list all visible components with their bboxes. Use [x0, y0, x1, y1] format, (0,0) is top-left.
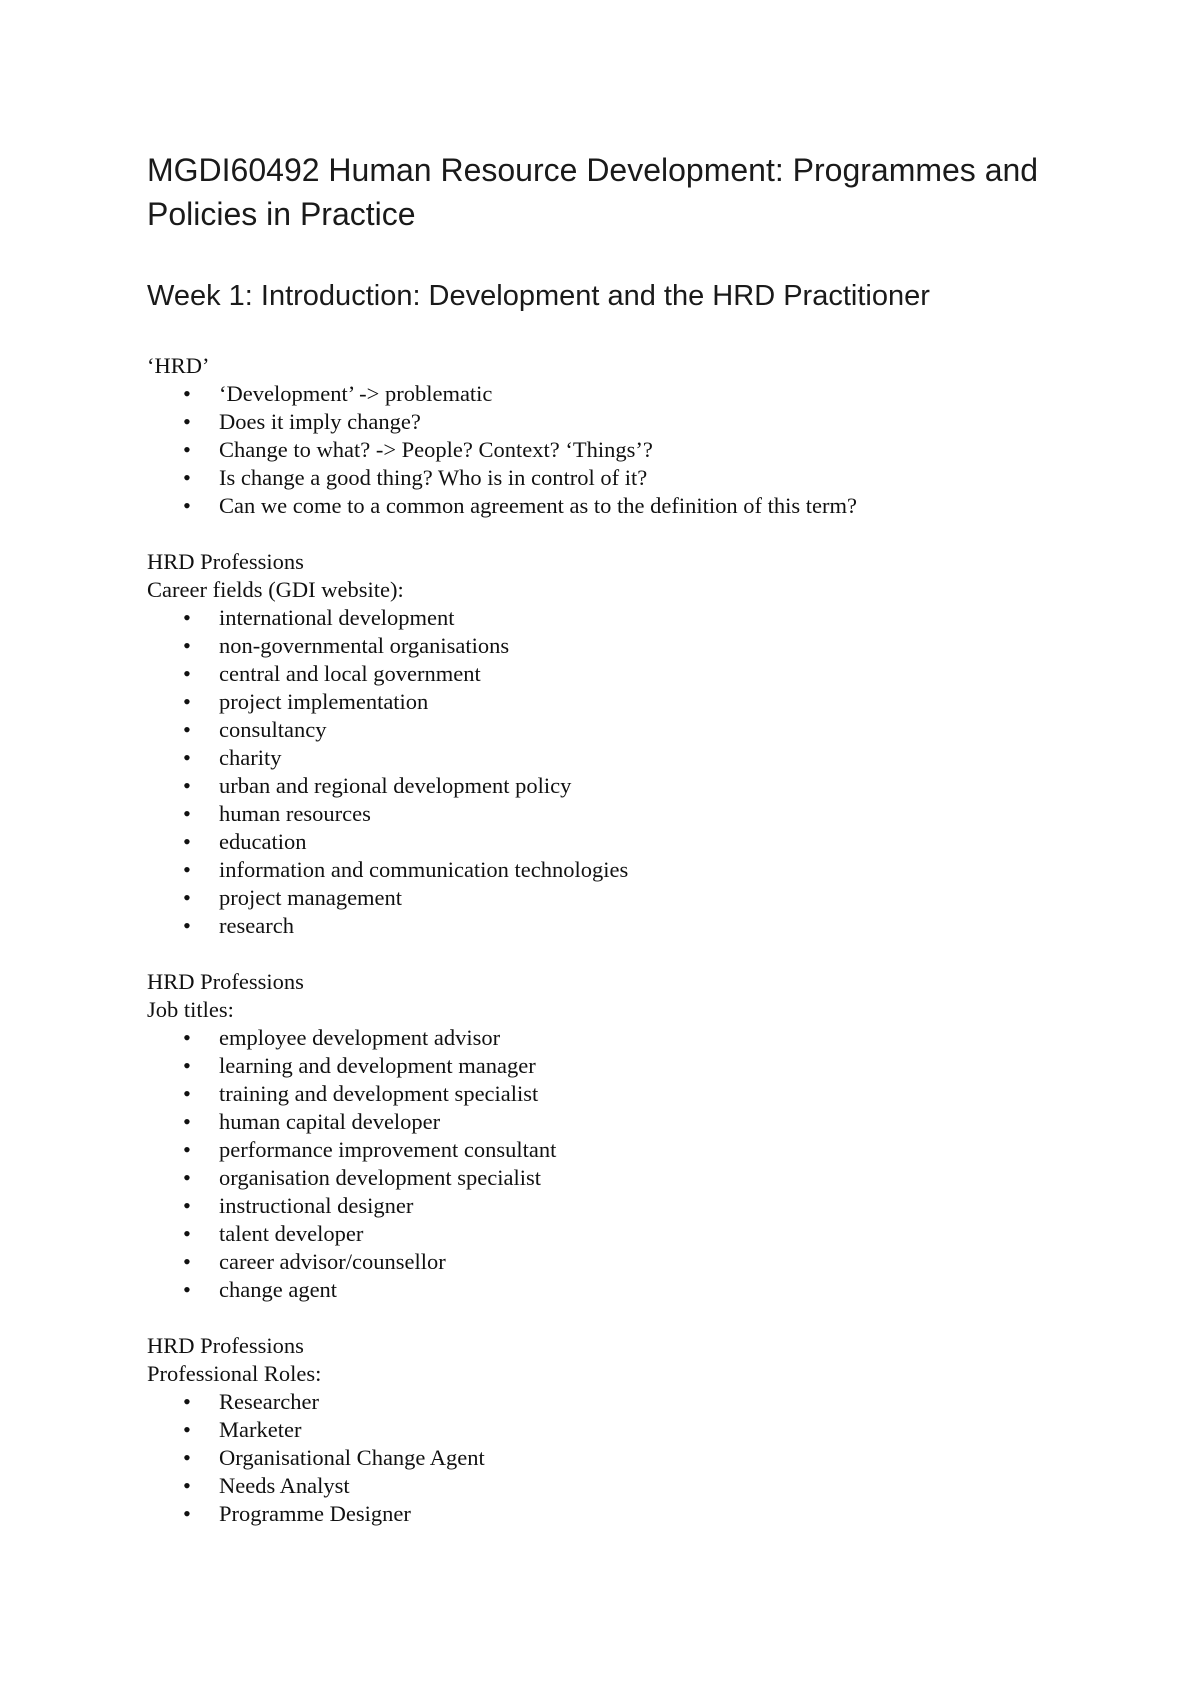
- bullet-icon: •: [183, 829, 191, 854]
- bullet-icon: •: [183, 1137, 191, 1162]
- list-item: [147, 828, 1107, 856]
- list-item: [147, 632, 1107, 660]
- list-item-text: project implementation: [219, 689, 429, 714]
- bullet-icon: •: [183, 1501, 191, 1526]
- list-item: [147, 380, 1107, 408]
- list-item-text: central and local government: [219, 661, 481, 686]
- list-item: [147, 1164, 1107, 1192]
- list-item: [147, 1248, 1107, 1276]
- list-item-text: project management: [219, 885, 403, 910]
- bullet-icon: •: [183, 773, 191, 798]
- list-item-text: consultancy: [219, 717, 327, 742]
- section-career-fields: [147, 548, 1107, 940]
- list-item: [147, 1136, 1107, 1164]
- bullet-list: [147, 1388, 1107, 1528]
- bullet-list: [147, 604, 1107, 940]
- list-item-text: Organisational Change Agent: [219, 1445, 485, 1470]
- list-item: [147, 688, 1107, 716]
- list-item: [147, 604, 1107, 632]
- list-item: [147, 1080, 1107, 1108]
- list-item: [147, 1052, 1107, 1080]
- list-item: [147, 492, 1107, 520]
- list-item-text: career advisor/counsellor: [219, 1249, 446, 1274]
- list-item-text: Change to what? -> People? Context? ‘Things’?: [219, 437, 653, 462]
- bullet-icon: •: [183, 409, 191, 434]
- list-item-text: instructional designer: [219, 1193, 414, 1218]
- list-item: [147, 772, 1107, 800]
- bullet-icon: •: [183, 1417, 191, 1442]
- bullet-icon: •: [183, 1249, 191, 1274]
- bullet-icon: •: [183, 381, 191, 406]
- list-item: [147, 408, 1107, 436]
- bullet-icon: •: [183, 1277, 191, 1302]
- list-item: [147, 464, 1107, 492]
- list-item: [147, 1108, 1107, 1136]
- list-item-text: non-governmental organisations: [219, 633, 510, 658]
- list-item-text: Can we come to a common agreement as to the definition of this term?: [219, 493, 857, 518]
- list-item: [147, 1192, 1107, 1220]
- list-item: [147, 1276, 1107, 1304]
- list-item: [147, 1388, 1107, 1416]
- list-item-text: Does it imply change?: [219, 409, 421, 434]
- list-item-text: research: [219, 913, 294, 938]
- list-item-text: Is change a good thing? Who is in control of it?: [219, 465, 648, 490]
- list-item-text: performance improvement consultant: [219, 1137, 557, 1162]
- bullet-list: [147, 380, 1107, 520]
- list-item-text: human capital developer: [219, 1109, 441, 1134]
- list-item: [147, 800, 1107, 828]
- section-subheading: Career fields (GDI website):: [147, 577, 404, 602]
- list-item-text: Needs Analyst: [219, 1473, 350, 1498]
- list-item-text: charity: [219, 745, 282, 770]
- bullet-icon: •: [183, 1053, 191, 1078]
- list-item-text: international development: [219, 605, 455, 630]
- list-item: [147, 436, 1107, 464]
- bullet-icon: •: [183, 1473, 191, 1498]
- bullet-icon: •: [183, 1389, 191, 1414]
- list-item: [147, 1472, 1107, 1500]
- list-item: [147, 1220, 1107, 1248]
- list-item-text: learning and development manager: [219, 1053, 536, 1078]
- list-item: [147, 912, 1107, 940]
- list-item-text: employee development advisor: [219, 1025, 501, 1050]
- bullet-icon: •: [183, 1193, 191, 1218]
- list-item-text: change agent: [219, 1277, 338, 1302]
- list-item: [147, 1444, 1107, 1472]
- list-item: [147, 1500, 1107, 1528]
- bullet-icon: •: [183, 885, 191, 910]
- bullet-icon: •: [183, 689, 191, 714]
- list-item: [147, 1024, 1107, 1052]
- bullet-icon: •: [183, 493, 191, 518]
- list-item: [147, 660, 1107, 688]
- list-item-text: Researcher: [219, 1389, 319, 1414]
- list-item-text: education: [219, 829, 307, 854]
- section-heading: HRD Professions: [147, 549, 304, 574]
- bullet-icon: •: [183, 1109, 191, 1134]
- bullet-icon: •: [183, 1445, 191, 1470]
- document-content: [147, 148, 1107, 1528]
- bullet-icon: •: [183, 1025, 191, 1050]
- list-item-text: urban and regional development policy: [219, 773, 572, 798]
- bullet-icon: •: [183, 1221, 191, 1246]
- section-heading: ‘HRD’: [147, 353, 210, 378]
- list-item-text: training and development specialist: [219, 1081, 539, 1106]
- list-item: [147, 716, 1107, 744]
- section-job-titles: [147, 968, 1107, 1304]
- section-heading: HRD Professions: [147, 1333, 304, 1358]
- list-item: [147, 1416, 1107, 1444]
- list-item: [147, 884, 1107, 912]
- section-hrd: [147, 352, 1107, 520]
- bullet-icon: •: [183, 465, 191, 490]
- bullet-icon: •: [183, 633, 191, 658]
- section-subheading: Job titles:: [147, 997, 234, 1022]
- list-item-text: Marketer: [219, 1417, 302, 1442]
- bullet-icon: •: [183, 1165, 191, 1190]
- bullet-icon: •: [183, 801, 191, 826]
- week-heading: Week 1: Introduction: Development and the HRD Practitioner: [147, 280, 930, 312]
- list-item-text: talent developer: [219, 1221, 364, 1246]
- list-item: [147, 856, 1107, 884]
- bullet-icon: •: [183, 661, 191, 686]
- section-heading: HRD Professions: [147, 969, 304, 994]
- bullet-list: [147, 1024, 1107, 1304]
- list-item: [147, 744, 1107, 772]
- section-subheading: Professional Roles:: [147, 1361, 322, 1386]
- list-item-text: human resources: [219, 801, 371, 826]
- document-title: MGDI60492 Human Resource Development: Programmes and Policies in Practice: [147, 152, 1039, 232]
- bullet-icon: •: [183, 1081, 191, 1106]
- bullet-icon: •: [183, 605, 191, 630]
- list-item-text: organisation development specialist: [219, 1165, 542, 1190]
- bullet-icon: •: [183, 717, 191, 742]
- list-item-text: ‘Development’ -> problematic: [219, 381, 493, 406]
- bullet-icon: •: [183, 745, 191, 770]
- section-professional-roles: [147, 1332, 1107, 1528]
- bullet-icon: •: [183, 857, 191, 882]
- bullet-icon: •: [183, 437, 191, 462]
- bullet-icon: •: [183, 913, 191, 938]
- list-item-text: Programme Designer: [219, 1501, 411, 1526]
- list-item-text: information and communication technologies: [219, 857, 629, 882]
